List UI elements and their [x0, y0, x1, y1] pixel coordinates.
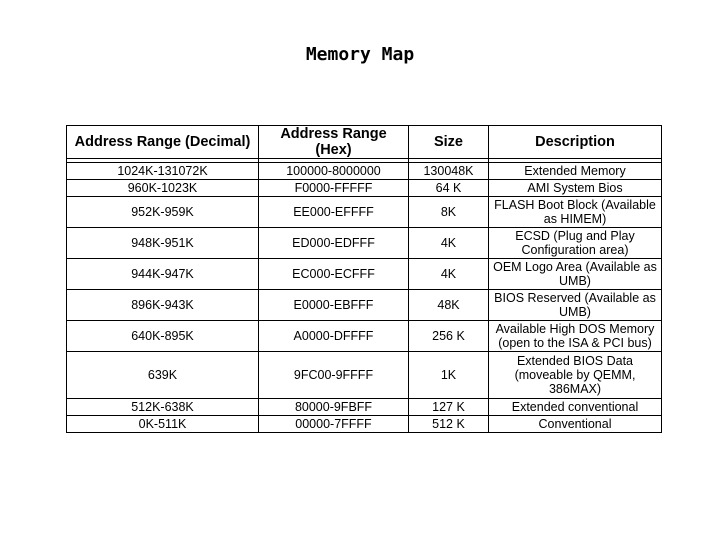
table-row	[67, 163, 662, 180]
cell-description: BIOS Reserved (Available as UMB)	[489, 290, 662, 321]
table-row	[67, 321, 662, 352]
table-row	[67, 228, 662, 259]
table-row	[67, 197, 662, 228]
cell-hex: 80000-9FBFF	[259, 399, 409, 416]
cell-description: Available High DOS Memory (open to the ISA & PCI bus)	[489, 321, 662, 352]
cell-hex: 00000-7FFFF	[259, 416, 409, 433]
table-row	[67, 416, 662, 433]
cell-decimal: 512K-638K	[67, 399, 259, 416]
cell-size: 512 K	[409, 416, 489, 433]
cell-hex: A0000-DFFFF	[259, 321, 409, 352]
table-header-row	[67, 126, 662, 159]
header-address-hex: Address Range (Hex)	[259, 126, 409, 159]
cell-description: FLASH Boot Block (Available as HIMEM)	[489, 197, 662, 228]
table-row	[67, 259, 662, 290]
cell-size: 1K	[409, 352, 489, 399]
cell-size: 4K	[409, 228, 489, 259]
cell-hex: F0000-FFFFF	[259, 180, 409, 197]
memory-map-table	[66, 125, 662, 433]
cell-size: 64 K	[409, 180, 489, 197]
header-description: Description	[489, 126, 662, 159]
header-size: Size	[409, 126, 489, 159]
cell-hex: EE000-EFFFF	[259, 197, 409, 228]
cell-size: 256 K	[409, 321, 489, 352]
cell-hex: E0000-EBFFF	[259, 290, 409, 321]
cell-hex: ED000-EDFFF	[259, 228, 409, 259]
cell-size: 130048K	[409, 163, 489, 180]
table-row	[67, 352, 662, 399]
table-row	[67, 399, 662, 416]
cell-description: Conventional	[489, 416, 662, 433]
page-title: Memory Map	[305, 44, 415, 65]
cell-hex: 9FC00-9FFFF	[259, 352, 409, 399]
cell-size: 4K	[409, 259, 489, 290]
cell-size: 127 K	[409, 399, 489, 416]
cell-description: OEM Logo Area (Available as UMB)	[489, 259, 662, 290]
cell-decimal: 640K-895K	[67, 321, 259, 352]
cell-description: Extended Memory	[489, 163, 662, 180]
cell-hex: EC000-ECFFF	[259, 259, 409, 290]
cell-hex: 100000-8000000	[259, 163, 409, 180]
cell-size: 48K	[409, 290, 489, 321]
cell-decimal: 639K	[67, 352, 259, 399]
table-row	[67, 290, 662, 321]
cell-description: Extended BIOS Data (moveable by QEMM, 386MAX)	[489, 352, 662, 399]
cell-decimal: 960K-1023K	[67, 180, 259, 197]
cell-decimal: 952K-959K	[67, 197, 259, 228]
table-row	[67, 180, 662, 197]
header-address-decimal: Address Range (Decimal)	[67, 126, 259, 159]
cell-decimal: 948K-951K	[67, 228, 259, 259]
cell-decimal: 0K-511K	[67, 416, 259, 433]
cell-description: AMI System Bios	[489, 180, 662, 197]
cell-decimal: 896K-943K	[67, 290, 259, 321]
cell-decimal: 944K-947K	[67, 259, 259, 290]
cell-decimal: 1024K-131072K	[67, 163, 259, 180]
cell-description: Extended conventional	[489, 399, 662, 416]
cell-size: 8K	[409, 197, 489, 228]
cell-description: ECSD (Plug and Play Configuration area)	[489, 228, 662, 259]
